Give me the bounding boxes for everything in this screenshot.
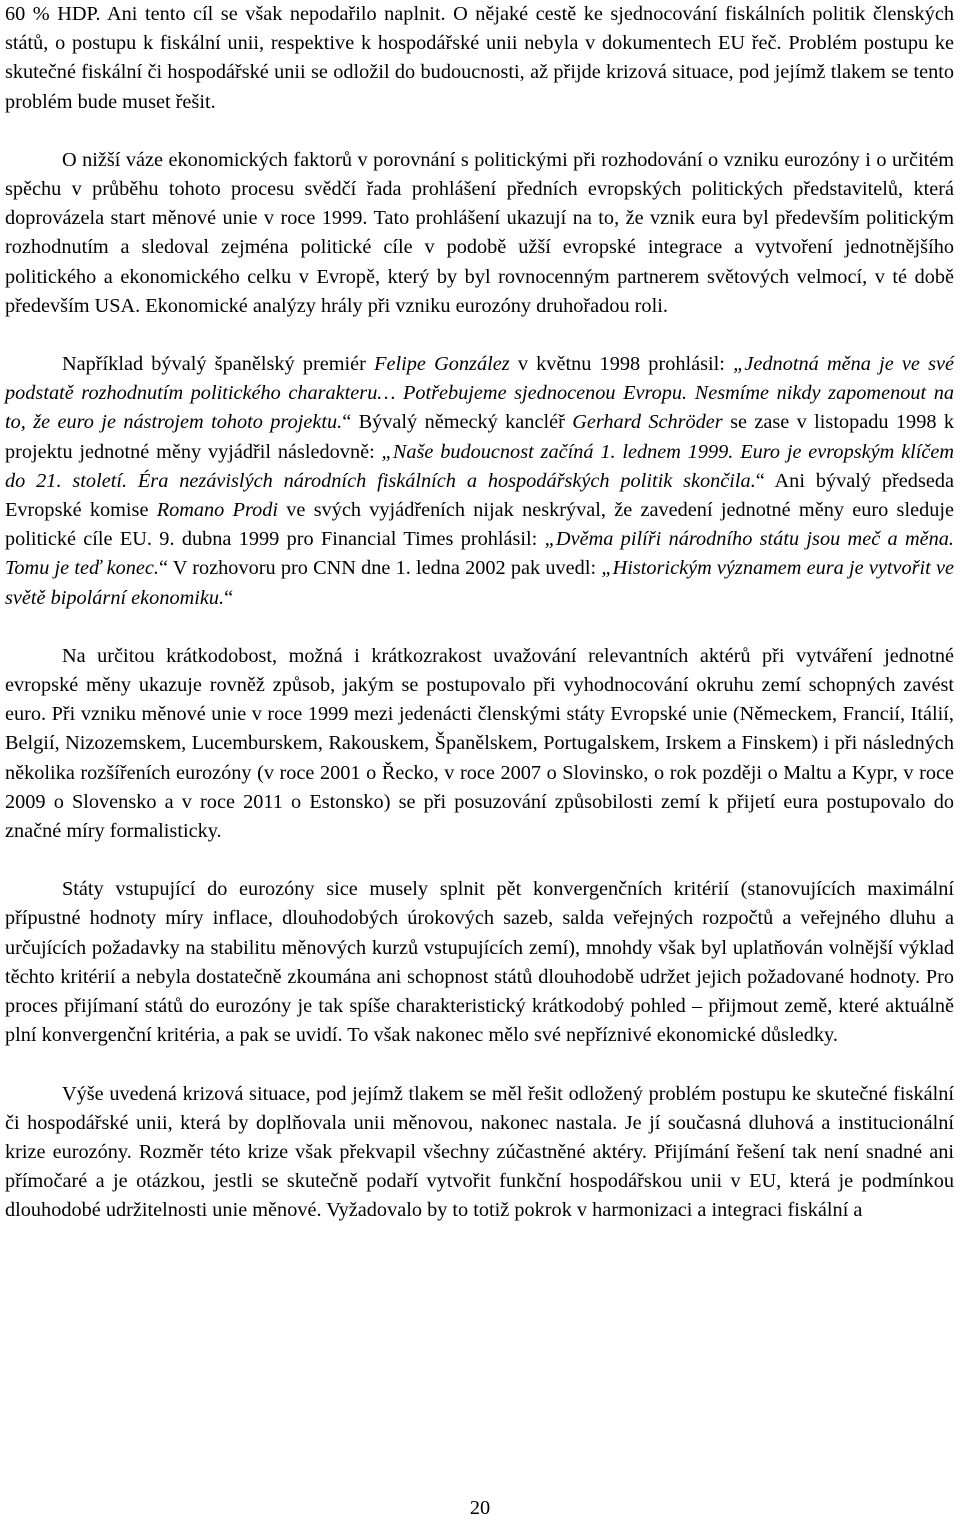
paragraph <box>5 350 954 613</box>
text-segment: se zase v listopadu 1998 k projektu jednotné měny vyjádřil následovně: <box>5 411 954 463</box>
text-segment: ve svých vyjádřeních nijak neskrýval, že zavedení jednotné měny euro sleduje politické cíle EU. 9. dubna 1999 pro Financial Times prohlásil: <box>5 499 954 551</box>
text-segment: Státy vstupující do eurozóny sice musely splnit pět konvergenčních kritérií (stanovujících maximální přípustné hodnoty míry inflace, dlouhodobých úrokových sazeb, salda veřejných rozpočtů a veřejného dluhu a určujících požadavky na stabilitu měnových kurzů vstupujících zemí), mnohdy však byl uplatňován volnější výklad těchto kritérií a nebyla dostatečně zkoumána ani schopnost států dlouhodobě udržet jejich požadované hodnoty. Pro proces přijímaní států do eurozóny je tak spíše charakteristický krátkodobý pohled – přijmout země, které aktuálně plní konvergenční kritéria, a pak se uvidí. To však nakonec mělo své nepříznivé ekonomické důsledky. <box>5 878 954 1047</box>
paragraph <box>5 875 954 1050</box>
italic-text-segment: „Naše budoucnost začíná 1. lednem 1999. Euro je evropským klíčem do 21. století. Éra nezávislých národních fiskálních a hospodářských politik skončila. <box>5 440 954 492</box>
paragraph <box>5 642 954 846</box>
text-segment: “ Bývalý německý kancléř <box>342 411 573 434</box>
paragraph-gap <box>5 846 954 875</box>
text-segment: Výše uvedená krizová situace, pod jejímž tlakem se měl řešit odložený problém postupu ke skutečné fiskální či hospodářské unii, která by doplňovala unii měnovou, nakonec nastala. Je jí současná dluhová a institucionální krize eurozóny. Rozměr této krize však překvapil všechny zúčastněné aktéry. Přijímání řešení tak není snadné ani přímočaré a je otázkou, jestli se skutečně podaří vytvořit funkční hospodářskou unii v EU, která je podmínkou dlouhodobé udržitelnosti unie měnové. Vyžadovalo by to totiž pokrok v harmonizaci a integraci fiskální a <box>5 1082 954 1222</box>
text-segment: “ <box>224 586 234 609</box>
paragraph-gap <box>5 117 954 146</box>
text-segment: “ Ani bývalý předseda Evropské komise <box>5 469 954 522</box>
page-number: 20 <box>469 1497 491 1519</box>
text-segment: O nižší váze ekonomických faktorů v porovnání s politickými při rozhodování o vzniku eurozóny i o určitém spěchu v průběhu tohoto procesu svědčí řada prohlášení předních evropských politických představitelů, která doprovázela start měnové unie v roce 1999. Tato prohlášení ukazují na to, že vznik eura byl především politickým rozhodnutím a sledoval zejména politické cíle v podobě užší evropské integrace a vytvoření jednotnějšího politického a ekonomického celku v Evropě, který by byl rovnocenným partnerem světových velmocí, v té době především USA. Ekonomické analýzy hrály při vzniku eurozóny druhořadou roli. <box>5 148 954 317</box>
paragraph <box>5 1080 954 1226</box>
paragraph-gap <box>5 321 954 350</box>
italic-text-segment: Romano Prodi <box>156 499 279 522</box>
paragraph-gap <box>5 1051 954 1080</box>
text-segment: Na určitou krátkodobost, možná i krátkozrakost uvažování relevantních aktérů při vytváření jednotné evropské měny ukazuje rovněž způsob, jakým se postupovalo při vyhodnocování okruhu zemí schopných zavést euro. Při vzniku měnové unie v roce 1999 mezi jedenácti členskými státy Evropské unie (Německem, Francií, Itálií, Belgií, Nizozemskem, Lucemburskem, Rakouskem, Španělskem, Portugalskem, Irskem a Finskem) i při následných několika rozšířeních eurozóny (v roce 2001 o Řecko, v roce 2007 o Slovinsko, o rok později o Maltu a Kypr, v roce 2009 o Slovensko a v roce 2011 o Estonsko) se při posuzování způsobilosti zemí k přijetí eura postupovalo do značné míry formalisticky. <box>5 644 954 843</box>
italic-text-segment: „Dvěma pilíři národního státu jsou meč a měna. Tomu je teď konec. <box>5 528 954 580</box>
text-segment: Například bývalý španělský premiér <box>62 353 375 376</box>
text-segment: “ V rozhovoru pro CNN dne 1. ledna 2002 pak uvedl: <box>158 557 602 580</box>
italic-text-segment: „Jednotná měna je ve své podstatě rozhodnutím politického charakteru… Potřebujeme sjednocenou Evropu. Nesmíme nikdy zapomenout na to, že euro je nástrojem tohoto projektu. <box>5 353 954 434</box>
paragraph <box>5 146 954 321</box>
paragraph <box>5 0 954 117</box>
text-segment: 60 % HDP. Ani tento cíl se však nepodařilo naplnit. O nějaké cestě ke sjednocování fiskálních politik členských států, o postupu k fiskální unii, respektive k hospodářské unii nebyla v dokumentech EU řeč. Problém postupu ke skutečné fiskální či hospodářské unii se odložil do budoucnosti, až přijde krizová situace, pod jejímž tlakem se tento problém bude muset řešit. <box>5 3 954 113</box>
paragraph-gap <box>5 613 954 642</box>
text-segment: v květnu 1998 prohlásil: <box>509 353 734 376</box>
italic-text-segment: Gerhard Schröder <box>572 411 723 434</box>
italic-text-segment: „Historickým významem eura je vytvořit ve světě bipolární ekonomiku. <box>5 557 954 609</box>
italic-text-segment: Felipe González <box>374 353 510 376</box>
